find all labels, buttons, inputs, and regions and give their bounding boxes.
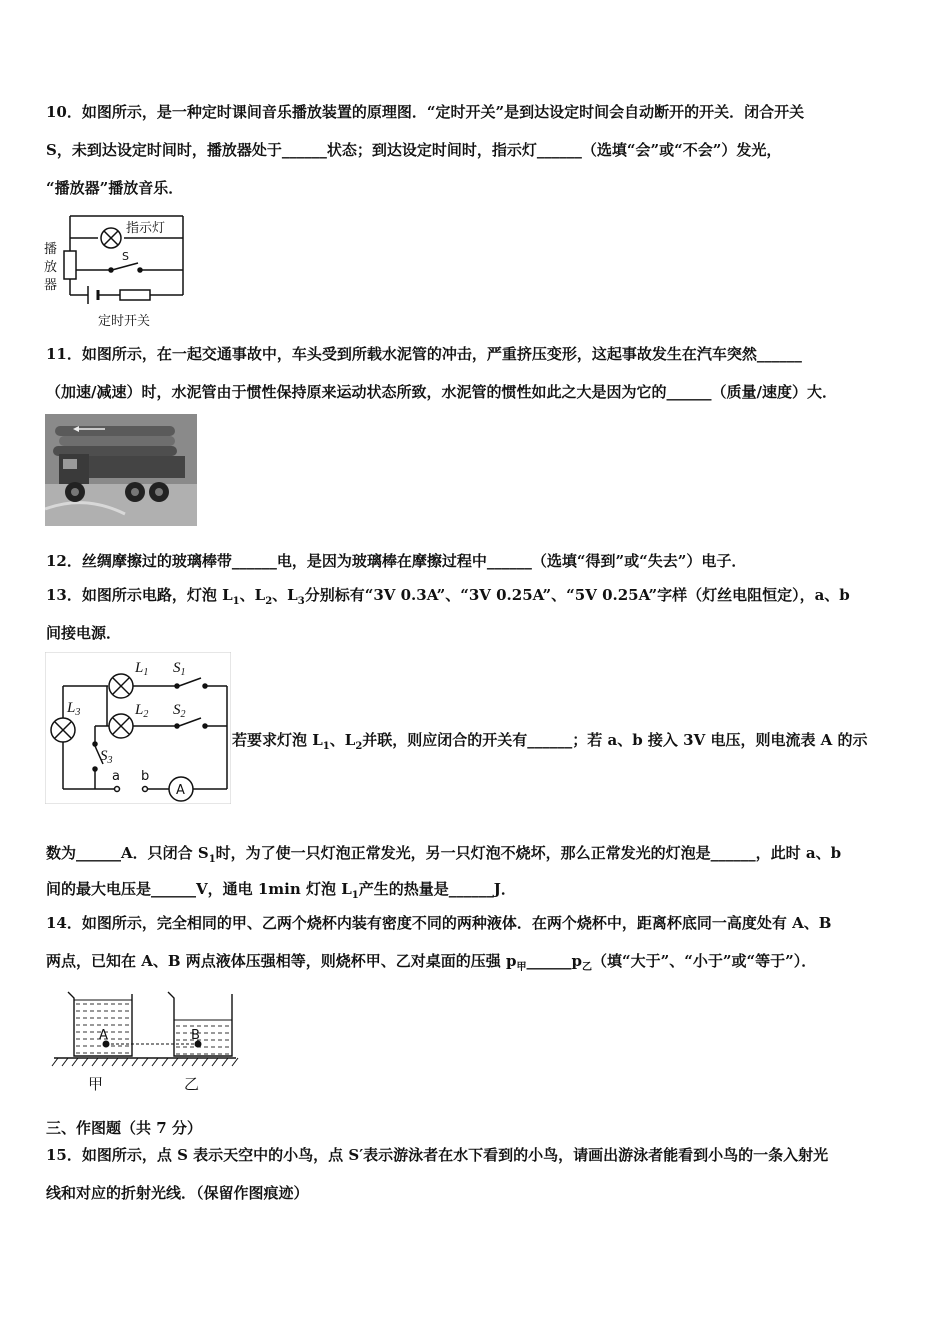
q13-line4: 数为______A．只闭合 $S_1$时，为了使一只灯泡正常发光，另一只灯泡不烧坏，那么正常发光的灯泡是______，此时 a、b: [46, 844, 842, 865]
timer-label: 定时开关: [98, 314, 151, 329]
section3-title: 三、作图题（共 7 分）: [46, 1119, 202, 1137]
ammeter-label: A: [176, 783, 185, 798]
label-L1: $L_1$: [135, 660, 149, 678]
label-b: b: [141, 769, 150, 784]
point-a-label: A: [99, 1028, 108, 1043]
q10-circuit-diagram: [40, 208, 190, 330]
label-L3: $L_3$: [67, 700, 81, 718]
q10-line1: 10．如图所示，是一种定时课间音乐播放装置的原理图．“定时开关”是到达设定时间会自动断开的开关．闭合开关: [46, 103, 805, 121]
lamp-label: 指示灯: [126, 221, 166, 236]
q13-line5: 间的最大电压是______V，通电 1min 灯泡 $L_1$产生的热量是______J．: [46, 880, 516, 901]
q14-line2: 两点，已知在 A、B 两点液体压强相等，则烧杯甲、乙对桌面的压强 $p_甲\_\_\_\_\_\_p_乙$（填“大于”、“小于”或“等于”）．: [46, 952, 817, 973]
q13-circuit-diagram: [45, 652, 231, 804]
label-L2: $L_2$: [135, 702, 149, 720]
q15-line2: 线和对应的折射光线．（保留作图痕迹）: [46, 1184, 309, 1202]
q12-line1: 12．丝绸摩擦过的玻璃棒带______电，是因为玻璃棒在摩擦过程中______（选填“得到”或“失去”）电子．: [46, 552, 747, 570]
q13-side-text: 若要求灯泡 $L_1$、$L_2$并联，则应闭合的开关有______；若 a、b 接入 3V 电压，则电流表 A 的示: [232, 731, 868, 752]
q14-line1: 14．如图所示，完全相同的甲、乙两个烧杯内装有密度不同的两种液体．在两个烧杯中，距离杯底同一高度处有 A、B: [46, 914, 832, 932]
player-label-1: 播: [44, 242, 58, 257]
label-a: a: [112, 769, 120, 784]
q13-line1: 13．如图所示电路，灯泡 $L_1$、$L_2$、$L_3$分别标有“3V 0.3A”、“3V 0.25A”、“5V 0.25A”字样（灯丝电阻恒定），a、b: [46, 586, 850, 607]
q10-line3: “播放器”播放音乐．: [46, 179, 184, 197]
label-S2: $S_2$: [173, 702, 186, 720]
q15-line1: 15．如图所示，点 S 表示天空中的小鸟，点 S′表示游泳者在水下看到的小鸟，请画出游泳者能看到小鸟的一条入射光: [46, 1146, 829, 1164]
point-b-label: B: [191, 1028, 200, 1043]
player-label-2: 放: [44, 260, 58, 275]
q11-truck-photo: [45, 414, 197, 526]
switch-s-label: S: [122, 250, 129, 263]
label-S3: $S_3$: [100, 748, 113, 766]
beaker-yi-label: 乙: [184, 1075, 200, 1093]
q11-line1: 11．如图所示，在一起交通事故中，车头受到所载水泥管的冲击，严重挤压变形，这起事故发生在汽车突然______: [46, 345, 802, 363]
q10-line2: S，未到达设定时间时，播放器处于______状态；到达设定时间时，指示灯______（选填“会”或“不会”）发光，: [46, 141, 782, 159]
label-S1: $S_1$: [173, 660, 186, 678]
beaker-jia-label: 甲: [88, 1075, 104, 1093]
q13-line2: 间接电源．: [46, 624, 122, 642]
q11-line2: （加速/减速）时，水泥管由于惯性保持原来运动状态所致，水泥管的惯性如此之大是因为它的______（质量/速度）大．: [46, 383, 837, 401]
q14-beakers-diagram: [50, 984, 240, 1096]
player-label-3: 器: [44, 278, 58, 293]
